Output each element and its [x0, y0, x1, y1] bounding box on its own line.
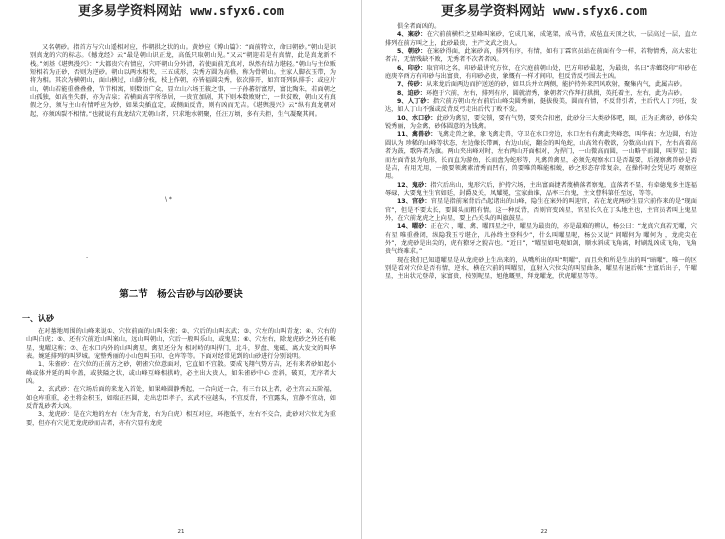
paragraph-lead: 11、禽兽砂：: [397, 131, 437, 139]
paragraph-text: 正在穴 ，曜、禽、曜四星之中，曜星为最贵的，亦是最难的辨认，杨公曰：“龙真穴真若无曜，穴有星 唯重叠闭，纵隐我玉亏堪企，儿孙终主登科少”，什么叫曜星呢，杨公又说“ 问曜何为 曜何为 ，龙虎尖在外”，龙虎砂是出尖的，虎有獠牙之貌吉也。“近日”，“曜星如电观如剑，顺水斜成飞角离，时刷乱凶成飞角，飞角贵气终难求。”: [385, 223, 697, 256]
left-page: [0, 0, 362, 539]
paragraph: 又名朝砂。指首方与穴山遥相对应，作朝拱之状的山。黄妙应《博山篇》：“面前特立，命曰朝砂。”朝山是识别真龙的穴的标志。《撼龙经》云“最是朝山识正龙，高低只取朝山见。”又云“朝迎若是有真情，此是真龙新不栈。”刘基《堪舆漫兴》：“大都贵穴有情应，穴吓朝山分外清，若使面前无真对，纵然有结力堪轻。”朝山与主位贩短相若为正砂，否则为逆砂。朝山以两水相夹，三五成形，尖秀方圆为高格，称为骨朝山。主家人脚衣玉带，为将为相。其次为横朝山，面山横过，山脚分枝，枝上作朝，亦皆福圆尖秀，依次排开，如宫哥列队排手；或应片山，朝山若能重叠叠叠，节节相寓，则数语广众，显立山六场王筱之事，一子孙蕃衍富厚，富比陶朱，若面朝之山孤独，如高坐失群，亦为吉泉；若横面高字所举居，一贵宜加剧，其下则本数败财亡，一世贫败，朝山又有真假之分，须与主山有情呼应为妙，如果尖插直定，或侧面反背，则有凶而无吉。《堪舆漫兴》云“纵有真龙朝对起，亦须凶裂不相情。”也就说有真龙结穴无朝山者，只求地水朝聚，任汪万顷，多有夫拒，生气凝聚其间。: [30, 44, 336, 118]
site-url: www.sfyx6.com: [553, 4, 647, 18]
paragraph: [385, 115, 697, 132]
paragraph-text: 此砂为禽星，要交锁，要有气势，要夹合扣密，此砂分三大类砂体吧，圈，正为正禽砂，砂体尖锐秀丽，为金禽，砂体圆意的为钱禽。: [385, 114, 697, 131]
paragraph: 2、玄武砂：在穴场后面的来龙入首处，如果峰圆静秀起，一合向近一合，有三台以上者，必主宫云五阶福，如仓库重重，必主将金积玉，如瑞正匹圆，走出忠臣孝子，玄武不应越头，不宜反背，不宜露头，宜静不宜动，如反背乱砂者大凶。: [26, 386, 336, 411]
paragraph-text: 环抱于穴前，左右，排列有序，圆就清秀，象朝者穴作拜打拱揖，英托着主，左右，此为吉砂。: [426, 89, 686, 97]
left-body-text: [26, 328, 336, 428]
paragraph-text: 在穴前前横栏之星峰叫案砂，它成几案，成笔架，成马背，成毡直天顶之状，一层高过一层，直立排列在前方叫之上，此砂最贵，主产文武之贵人。: [385, 31, 697, 47]
paragraph-lead: 6、印砂：: [397, 64, 427, 72]
paragraph-text: 指穴前方朝山左右前后山峰尖圆秀丽，挺拔俊美，圆而有情，不反背引者，主后代人丁兴旺，发达，如人丁山不强或反背反弓走出后代丁败不发。: [385, 98, 698, 114]
paragraph-lead: 5、朝砂：: [397, 48, 427, 56]
site-name: 更多易学资料网站: [78, 4, 183, 19]
page-gutter: [361, 0, 362, 539]
paragraph: [385, 31, 697, 48]
paragraph-lead: 7、传砂：: [397, 81, 427, 89]
paragraph: 在对墓地周围的山峰来说①、穴位前面的山叫朱雀；②、穴后的山叫玄武；③、穴左的山叫青龙；④、穴右的山叫白虎；⑤、还有穴前近山叫案山，远山叫朝山，穴后一般叫乐山，或鬼星；⑥、穴左右，除龙虎砂之外还有帐星，鬼曜这称；⑦、在水口内外的山叫禽星，禽星还分为 相对峙的叫捍门，北斗，罗盘、鬼砥、离大发文的叫华表。婉延排列的叫罗城。宠整秀丽的小山包叫玉印、仓库等等。下面对经常见到的山砂进行分别说明。: [26, 328, 336, 361]
paragraph: [385, 65, 697, 82]
dash-mark: -: [86, 254, 89, 261]
paragraph: 3、龙虎砂：是在穴地的左右（左为青龙，右为白虎）相互对应，环抱低平，左右不交合，此砂对穴位尤为重要，但亦有穴见无龙虎砂而吉者，亦有穴显有龙虎: [26, 411, 336, 427]
site-url: www.sfyx6.com: [190, 4, 284, 18]
site-name: 更多易学资料网站: [441, 4, 546, 19]
paragraph-text: 飞禽走兽之象，象飞禽走兽，守卫在水口旁边，水口左右有禽此夹峰恋，叫华表；左边圆，右边圆认为 珍稀的山峰等状态，左边像长带画，右边山玩，翻金的叫龟蛇，山高耸有敬欲，分数高山而下，左右高着高者为鼓，歌阵者为旗。两山夹出峰对时，左右两山开面相对，为捍门，一山微高而圆，一山略平而圆，叫罗星；圆而左面背县为龟形，长而直为游鱼，长而盘为蛇形等，凡禽兽禽星，必须先观察水口是否凝要，后视察禽兽砂是否是吉，有用无用，一般要领禽素清秀而凹有，兽要唯兽唯能相蜕，砂之形态存常复杂，在操作时会凭见巧 观察应用。: [385, 131, 697, 181]
left-top-text: [30, 44, 336, 119]
right-body-text: [385, 23, 697, 282]
paragraph-lead: 13、官砂：: [397, 198, 431, 206]
paragraph-text: 取官印之名，印砂最讲究方位，在穴庭前朝山处，巴方印砂最起，为最贵，名曰“赤螂绕印”印砂在庭庚辛酉方有印砂与出富贵，有印砂必贵，象慨有一样才间印，但反背反弓围去主凶。: [385, 64, 697, 81]
right-page-header: [363, 0, 725, 22]
paragraph: [385, 48, 697, 65]
paragraph-text: 指穴后出山，鬼形穴后，护持穴场，主出富面捷者蔑横落者察鬼，直落者不显，有牵德鬼多主连福辱碌，大要鬼主生官如廷，封爵及关，凤耀冕，宝家曲谁，品率三台鬼，主文曹科第任至远，等等。: [385, 181, 697, 197]
paragraph-lead: 9、人丁砂：: [397, 98, 433, 106]
page-number: 21: [177, 529, 185, 535]
paragraph: [385, 90, 697, 98]
paragraph-text: 官星是指前案背后凸起诸出的山峰，隐生在案外的叫迎官，若在龙虎两砂生显穴前作来的是“现面官”，但是不要太长，要圆头而粗有情。这一种反背，否则官变凶星，官星长久在丁头地主也，主官员者叫上鬼星外，在穴前龙虎之上向星，要上凸关头的叫旗鼓星。: [385, 198, 697, 222]
paragraph: [385, 98, 697, 115]
paragraph: [385, 131, 697, 181]
paragraph-lead: 12、鬼砂：: [397, 181, 431, 189]
stray-mark: \ *: [165, 196, 172, 203]
left-page-header: [0, 0, 362, 22]
paragraph: [385, 257, 697, 282]
paragraph: 1、朱雀砂：在穴位的正前方之砂，朝雀穴位意面对，它直如不宜散。要成飞翔气势方吉，还有来者砂如起小峰或体并延的叫伞盖，或狭隘之状，或山峰互峰相拱峙，必主出大贵人，如朱雀砂中心 歪斜，破页，无序者大凶。: [26, 361, 336, 386]
section-title: 第二节 杨公吉砂与凶砂要诀: [119, 289, 243, 300]
paragraph-text: 在案砂得面，此案砂高，排列有序，有情，如有丁霖官员站在前面有令一样，若物情秀，高大宏壮者吉，无情残缺不败，无秀者不次者者凶。: [385, 48, 697, 64]
paragraph-lead: 10、水口砂：: [397, 114, 437, 122]
paragraph: [385, 223, 697, 256]
paragraph: [385, 182, 697, 199]
paragraph: [385, 198, 697, 223]
right-page: [363, 0, 725, 539]
paragraph-lead: 8、迫砂：: [397, 89, 427, 97]
paragraph-lead: 14、曜砂：: [397, 223, 431, 231]
page-number: 22: [540, 529, 548, 535]
paragraph-lead: 4、案砂：: [397, 31, 427, 39]
paragraph-text: 现在我们已知道曜星是从龙虎砂上生出来的，从嘴所出的叫“明曜”，而且央和所是生出的叫“暗曜”，唯一的区别是看对穴位是否有情，逆水，横在穴前的叫曜星，直射入穴位尖的叫星曲条，曜星有退后帐“主富后出子，午曜星，主出状元登蒂，家富贵，按别呢星，旭他嘅里，拜龙曜龙，伏虎曜星等等。: [385, 256, 697, 281]
paragraph-text: 从来龙后面两边而护送送的砂，如旦兵并立两侧，能护持外来凹风吹射，聚集内气，此属吉砂。: [426, 81, 686, 89]
paragraph: [385, 81, 697, 89]
paragraph-text: 俱全者面凶的。: [397, 23, 441, 30]
sub-heading: 一、认砂: [22, 314, 54, 323]
